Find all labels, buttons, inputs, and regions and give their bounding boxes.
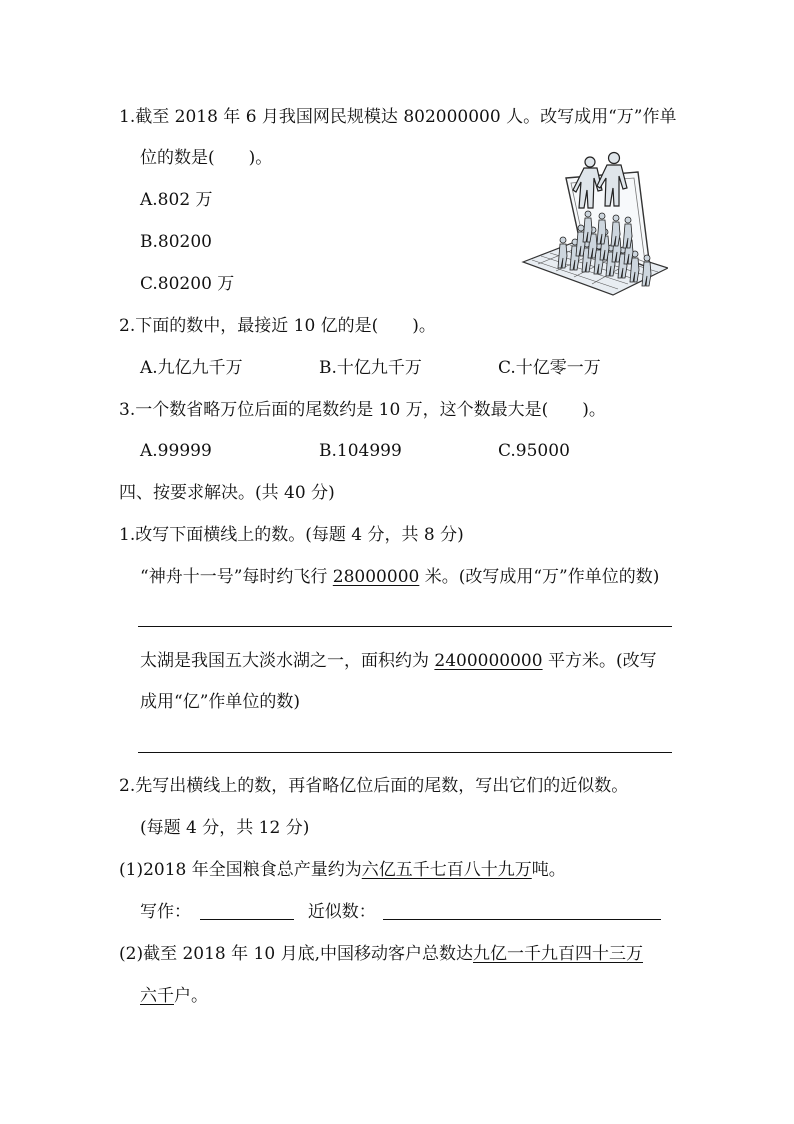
sub1-suffix: 吨。 (531, 860, 566, 880)
item2-prefix: 太湖是我国五大淡水湖之一，面积约为 (140, 651, 435, 671)
sub2-number-words-cont: 六千 (140, 986, 174, 1006)
s4-p2-sub1 (119, 859, 566, 881)
s4-p1-item2-cont: 成用“亿”作单位的数) (140, 692, 301, 712)
q2-stem: 2.下面的数中，最接近 10 亿的是( )。 (119, 316, 436, 336)
approx-answer-blank[interactable] (383, 903, 661, 920)
sub2-prefix: (2)截至 2018 年 10 月底,中国移动客户总数达 (119, 944, 473, 964)
q1-option-c[interactable]: C.80200 万 (140, 274, 235, 294)
s4-p1-stem: 1.改写下面横线上的数。(每题 4 分，共 8 分) (119, 525, 464, 545)
item2-number: 2400000000 (434, 651, 543, 671)
q2-option-a[interactable]: A.九亿九千万 (140, 358, 243, 378)
q1-stem-line2: 位的数是( )。 (140, 148, 273, 168)
q3-option-c[interactable]: C.95000 (498, 441, 570, 461)
s4-p1-item2 (140, 650, 657, 672)
item1-prefix: “神舟十一号”每时约飞行 (140, 567, 333, 587)
s4-p1-item1 (140, 566, 659, 588)
write-label: 写作： (140, 902, 191, 922)
q2-option-c[interactable]: C.十亿零一万 (498, 358, 601, 378)
s4-p2-sub1-answers (140, 901, 661, 923)
q1-option-a[interactable]: A.802 万 (140, 190, 213, 210)
sub2-suffix: 户。 (174, 986, 208, 1006)
q3-option-a[interactable]: A.99999 (140, 441, 212, 461)
s4-p2-points: (每题 4 分，共 12 分) (140, 818, 310, 838)
item1-number: 28000000 (332, 567, 420, 587)
q3-option-b[interactable]: B.104999 (319, 441, 402, 461)
write-answer-blank[interactable] (200, 903, 294, 920)
item2-answer-line[interactable] (138, 752, 672, 753)
q2-option-b[interactable]: B.十亿九千万 (319, 358, 422, 378)
item2-suffix: 平方米。(改写 (542, 651, 657, 671)
sub2-number-words: 九亿一千九百四十三万 (473, 944, 643, 964)
sub1-prefix: (1)2018 年全国粮食总产量约为 (119, 860, 362, 880)
section4-heading: 四、按要求解决。(共 40 分) (119, 483, 335, 503)
approx-label: 近似数： (307, 902, 376, 922)
q1-option-b[interactable]: B.80200 (140, 232, 212, 252)
item1-suffix: 米。(改写成用“万”作单位的数) (419, 567, 660, 587)
sub1-number-words: 六亿五千七百八十九万 (361, 860, 532, 880)
people-on-laptop-illustration (518, 150, 668, 300)
s4-p2-sub2 (119, 943, 643, 965)
q3-stem: 3.一个数省略万位后面的尾数约是 10 万，这个数最大是( )。 (119, 400, 606, 420)
s4-p2-stem: 2.先写出横线上的数，再省略亿位后面的尾数，写出它们的近似数。 (119, 776, 629, 796)
s4-p2-sub2-cont (140, 985, 208, 1007)
q1-stem-line1: 1.截至 2018 年 6 月我国网民规模达 802000000 人。改写成用“万”作单 (119, 107, 677, 127)
item1-answer-line[interactable] (138, 626, 672, 627)
